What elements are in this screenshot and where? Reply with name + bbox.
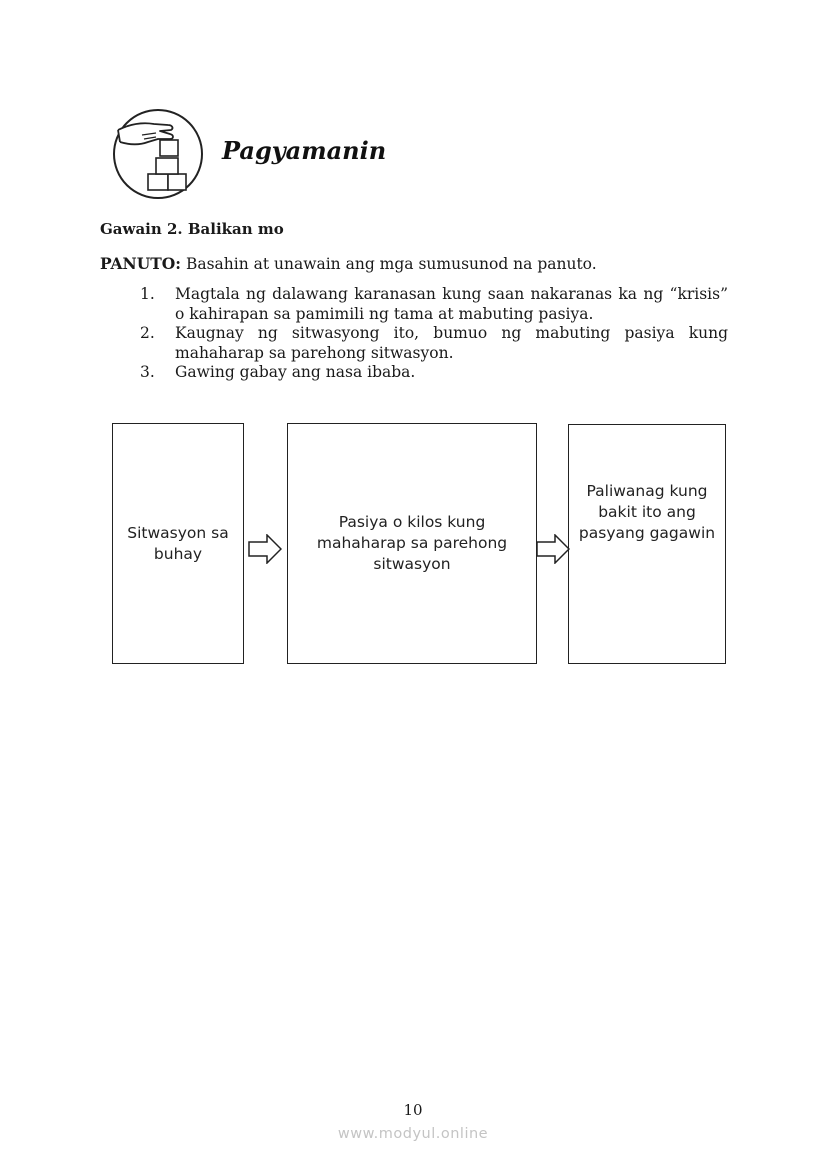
step-number: 2. [140,324,155,342]
right-arrow-icon [248,534,282,564]
step-text: Magtala ng dalawang karanasan kung saan nakaranas ka ng “krisis” o kahirapan sa pamimili ng tama at mabuting pasiya. [175,285,728,323]
instruction-text: Basahin at unawain ang mga sumusunod na panuto. [185,255,597,273]
activity-title: Gawain 2. Balikan mo [100,220,284,238]
instruction-line [100,254,597,273]
section-title: Pagyamanin [222,136,387,165]
instruction-label: PANUTO: [100,254,181,273]
page-number: 10 [403,1101,423,1119]
watermark: www.modyul.online [337,1126,489,1142]
diagram-box-situation [112,423,244,664]
hand-placing-blocks-icon [112,108,204,200]
diagram-box-label: Sitwasyon sa buhay [127,523,229,563]
list-item [140,363,728,383]
list-item [140,324,728,363]
right-arrow-icon [536,534,570,564]
instruction-steps [140,285,728,383]
list-item [140,285,728,324]
step-number: 1. [140,285,155,303]
step-number: 3. [140,363,155,381]
step-text: Kaugnay ng sitwasyong ito, bumuo ng mabuting pasiya kung mahaharap sa parehong sitwasyon. [175,324,728,362]
diagram-box-label: Pasiya o kilos kung mahaharap sa parehong sitwasyon [316,513,508,573]
step-text: Gawing gabay ang nasa ibaba. [175,363,416,381]
diagram-box-explanation [568,424,726,664]
diagram-box-decision [287,423,537,664]
diagram-box-label: Paliwanag kung bakit ito ang pasyang gagawin [578,482,716,542]
